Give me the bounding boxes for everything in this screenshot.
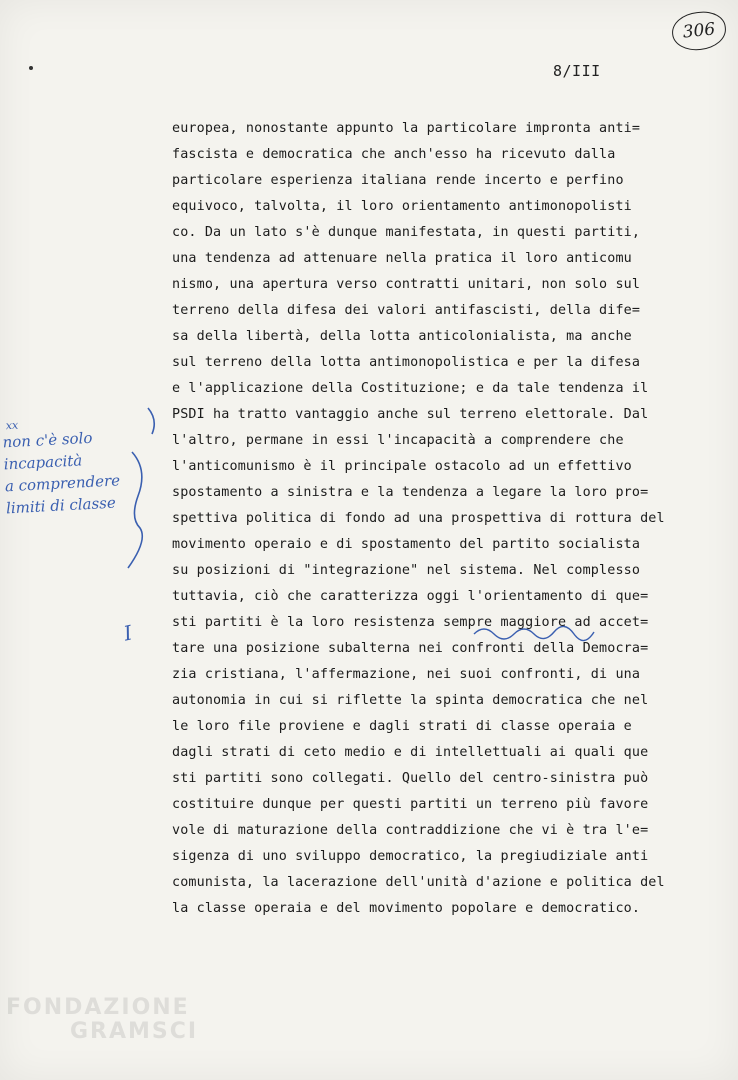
- body-line: costituire dunque per questi partiti un terreno più favore: [172, 797, 649, 812]
- body-line: fascista e democratica che anch'esso ha ricevuto dalla: [172, 147, 616, 162]
- margin-note-line: a comprendere: [4, 471, 121, 496]
- handwritten-margin-note: [2, 415, 137, 520]
- body-line: sti partiti è la loro resistenza sempre maggiore ad accet=: [172, 615, 649, 630]
- body-line: movimento operaio e di spostamento del partito socialista: [172, 537, 641, 552]
- body-line: co. Da un lato s'è dunque manifestata, in questi partiti,: [172, 225, 641, 240]
- body-line: sul terreno della lotta antimonopolistica e per la difesa: [172, 355, 641, 370]
- page-number: 8/III: [553, 62, 601, 80]
- archive-number: 306: [681, 19, 717, 43]
- body-line: nismo, una apertura verso contratti unitari, non solo sul: [172, 277, 641, 292]
- body-line: equivoco, talvolta, il loro orientamento antimonopolisti: [172, 199, 632, 214]
- body-line: su posizioni di "integrazione" nel sistema. Nel complesso: [172, 563, 641, 578]
- body-line: sa della libertà, della lotta anticolonialista, ma anche: [172, 329, 632, 344]
- body-line: europea, nonostante appunto la particolare impronta anti=: [172, 121, 641, 136]
- watermark-line: FONDAZIONE: [6, 995, 190, 1020]
- body-line: una tendenza ad attenuare nella pratica il loro anticomu: [172, 251, 632, 266]
- typed-body: [172, 116, 732, 922]
- foundation-watermark: [6, 996, 226, 1044]
- margin-note-line: incapacità: [3, 451, 83, 474]
- body-line: sti partiti sono collegati. Quello del centro-sinistra può: [172, 771, 649, 786]
- body-line: vole di maturazione della contraddizione che vi è tra l'e=: [172, 823, 649, 838]
- body-line: e l'applicazione della Costituzione; e da tale tendenza il: [172, 381, 649, 396]
- margin-note-line: non c'è solo: [2, 428, 93, 452]
- body-line: terreno della difesa dei valori antifascisti, della dife=: [172, 303, 641, 318]
- body-line: tuttavia, ciò che caratterizza oggi l'orientamento di que=: [172, 589, 649, 604]
- handwritten-bracket: [118, 400, 158, 580]
- watermark-line: GRAMSCI: [70, 1019, 199, 1044]
- dot-mark: [29, 66, 33, 70]
- margin-note-line: limiti di classe: [5, 493, 117, 518]
- archive-number-stamp: [670, 9, 728, 52]
- body-line: zia cristiana, l'affermazione, nei suoi confronti, di una: [172, 667, 641, 682]
- body-line: sigenza di uno sviluppo democratico, la pregiudiziale anti: [172, 849, 649, 864]
- body-line: PSDI ha tratto vantaggio anche sul terreno elettorale. Dal: [172, 407, 649, 422]
- body-line: le loro file proviene e dagli strati di classe operaia e: [172, 719, 632, 734]
- handwritten-squiggle: [470, 620, 600, 644]
- body-line: dagli strati di ceto medio e di intellettuali ai quali que: [172, 745, 649, 760]
- body-line: particolare esperienza italiana rende incerto e perfino: [172, 173, 624, 188]
- body-line: spostamento a sinistra e la tendenza a legare la loro pro=: [172, 485, 649, 500]
- body-line: tare una posizione subalterna nei confronti della Democra=: [172, 641, 649, 656]
- body-line: spettiva politica di fondo ad una prospettiva di rottura del: [172, 511, 665, 526]
- body-line: comunista, la lacerazione dell'unità d'azione e politica del: [172, 875, 665, 890]
- margin-note-marker: xx: [5, 418, 19, 433]
- body-line: l'altro, permane in essi l'incapacità a comprendere che: [172, 433, 624, 448]
- body-line: l'anticomunismo è il principale ostacolo ad un effettivo: [172, 459, 632, 474]
- body-line: la classe operaia e del movimento popolare e democratico.: [172, 901, 641, 916]
- body-line: autonomia in cui si riflette la spinta democratica che nel: [172, 693, 649, 708]
- handwritten-roman-mark: I: [121, 620, 135, 646]
